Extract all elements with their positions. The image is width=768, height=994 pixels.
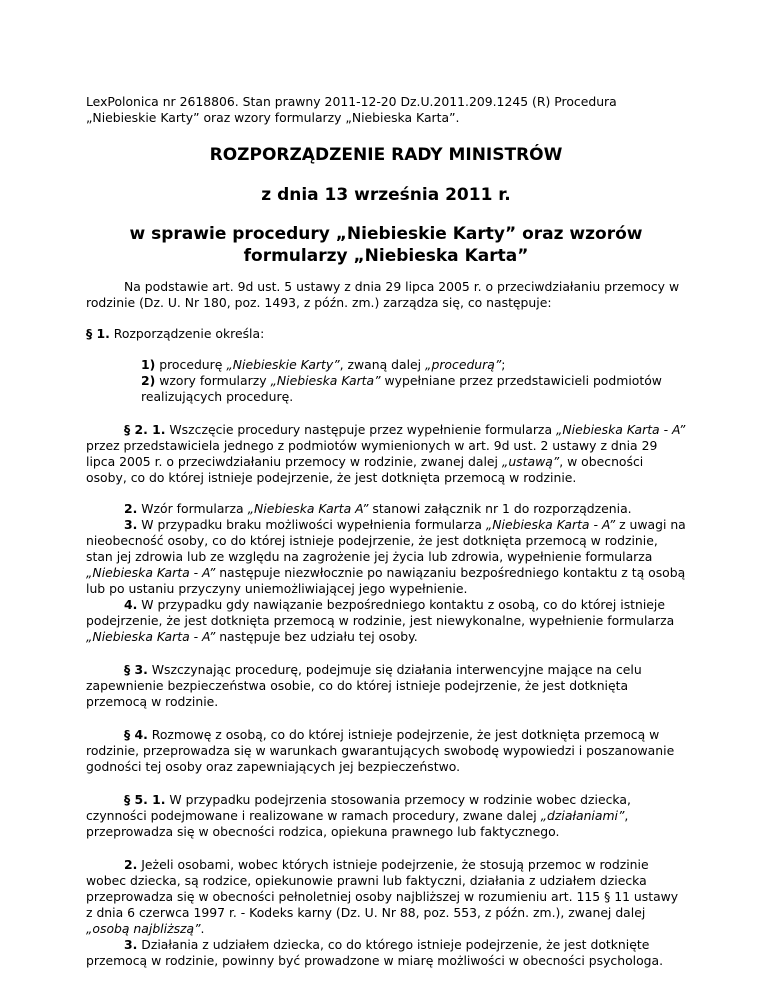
paragraph-2-unit-4: 4. W przypadku gdy nawiązanie bezpośredniego kontaktu z osobą, co do której istnieje podejrzenie, że jest dotknięta przemocą w rodzinie, jest niewykonalne, wypełnienie formularza „Niebieska Karta - A” następuje bez udziału tej osoby.: [86, 597, 675, 644]
paragraph-5: § 5. 1. W przypadku podejrzenia stosowania przemocy w rodzinie wobec dziecka, czynności podejmowane i realizowane w ramach procedury, zwane dalej „działaniami”, przeprowadza się w obecności rodzica, opiekuna prawnego lub faktycznego.: [86, 792, 631, 839]
document-page: [86, 94, 686, 969]
paragraph-5-unit-2: 2. Jeżeli osobami, wobec których istnieje podejrzenie, że stosują przemoc w rodzinie wobec dziecka, są rodzice, opiekunowie prawni lub faktyczni, działania z udziałem dziecka przeprowadza się w obecności pełnoletniej osoby najbliższej w rozumieniu art. 115 § 11 ustawy z dnia 6 czerwca 1997 r. - Kodeks karny (Dz. U. Nr 88, poz. 553, z późn. zm.), zwanej dalej „osobą najbliższą”.: [86, 857, 679, 936]
paragraph-number: § 1.: [86, 326, 110, 341]
paragraph-3: § 3. Wszczynając procedurę, podejmuje się działania interwencyjne mające na celu zapewnienie bezpieczeństwa osobie, co do której istnieje podejrzenie, że jest dotknięta przemocą w rodzinie.: [86, 662, 642, 709]
document-date: z dnia 13 września 2011 r.: [261, 185, 511, 205]
document-subject: w sprawie procedury „Niebieskie Karty” oraz wzorów formularzy „Niebieska Karta”: [129, 224, 643, 266]
paragraph-1: § 1. Rozporządzenie określa:: [86, 326, 265, 341]
list-item: 1) procedurę „Niebieskie Karty”, zwaną dalej „procedurą”;: [141, 357, 506, 372]
paragraph-1-list: [141, 357, 686, 405]
document-header: LexPolonica nr 2618806. Stan prawny 2011-12-20 Dz.U.2011.209.1245 (R) Procedura „Niebieskie Karty” oraz wzory formularzy „Niebieska Karta”.: [86, 94, 617, 125]
preamble: Na podstawie art. 9d ust. 5 ustawy z dnia 29 lipca 2005 r. o przeciwdziałaniu przemocy w rodzinie (Dz. U. Nr 180, poz. 1493, z późn. zm.) zarządza się, co następuje:: [86, 279, 680, 310]
paragraph-4: § 4. Rozmowę z osobą, co do której istnieje podejrzenie, że jest dotknięta przemocą w rodzinie, przeprowadza się w warunkach gwarantujących swobodę wypowiedzi i poszanowanie godności tej osoby oraz zapewniających jej bezpieczeństwo.: [86, 727, 675, 774]
document-title: ROZPORZĄDZENIE RADY MINISTRÓW: [209, 145, 563, 165]
list-item: 2) wzory formularzy „Niebieska Karta” wypełniane przez przedstawicieli podmiotów realizujących procedurę.: [141, 373, 662, 404]
paragraph-2-unit-2: 2. Wzór formularza „Niebieska Karta A” stanowi załącznik nr 1 do rozporządzenia.: [124, 501, 632, 516]
paragraph-5-unit-3: 3. Działania z udziałem dziecka, co do którego istnieje podejrzenie, że jest dotknięte przemocą w rodzinie, powinny być prowadzone w miarę możliwości w obecności psychologa.: [86, 937, 664, 968]
paragraph-2-unit-3: 3. W przypadku braku możliwości wypełnienia formularza „Niebieska Karta - A” z uwagi na nieobecność osoby, co do której istnieje podejrzenie, że jest dotknięta przemocą w rodzinie, stan jej zdrowia lub ze względu na zagrożenie jej życia lub zdrowia, wypełnienie formularza „Niebieska Karta - A” następuje niezwłocznie po nawiązaniu bezpośredniego kontaktu z tą osobą lub po ustaniu przyczyny uniemożliwiającej jego wypełnienie.: [86, 517, 686, 596]
paragraph-2: § 2. 1. Wszczęcie procedury następuje przez wypełnienie formularza „Niebieska Karta - A” przez przedstawiciela jednego z podmiotów wymienionych w art. 9d ust. 2 ustawy z dnia 29 lipca 2005 r. o przeciwdziałaniu przemocy w rodzinie, zwanej dalej „ustawą”, w obecności osoby, co do której istnieje podejrzenie, że jest dotknięta przemocą w rodzinie.: [86, 422, 686, 485]
